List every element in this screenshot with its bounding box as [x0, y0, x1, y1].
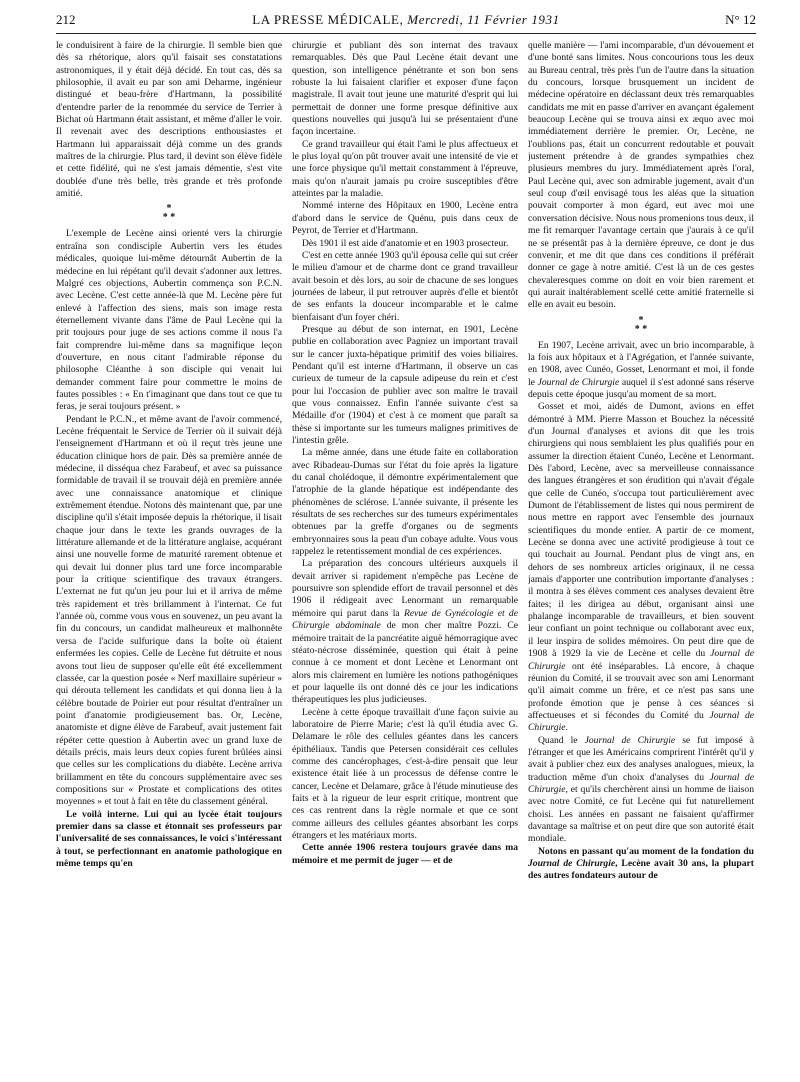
journal-title	[56, 12, 756, 28]
text-run: La préparation des concours ultérieurs auxquels il devait arriver si rapidement n'empêche pas Lecène de poursuivre son splendide effort de travail personnel et dès 1906 il rédigeait avec Lenormant un remarquable mémoire qui parut dans la	[292, 558, 518, 619]
journal-reference: Journal de Chirurgie	[528, 858, 616, 869]
paragraph: La même année, dans une étude faite en collaboration avec Ribadeau-Dumas sur l'état du foie après la ligature du canal cholédoque, il démontre expérimentalement que l'atrophie de la glande hépatique est indépendante des phénomènes de sclérose. L'année suivante, il présente les résultats de ses recherches sur des tumeurs expérimentales obtenues par la greffe d'organes ou de segments embryonnaires sous la peau d'un cobaye adulte. Vous vous rappelez le retentissement mondial de ces expériences.	[292, 447, 518, 558]
paragraph: Cette année 1906 restera toujours gravée dans ma mémoire et me permit de juger — et de	[292, 842, 518, 866]
section-separator	[528, 316, 754, 334]
journal-reference: Journal de Chirurgie	[528, 648, 754, 672]
paragraph: Pendant le P.C.N., et même avant de l'avoir commencé, Lecène fréquentait le Service de Terrier où il suivait déjà l'enseignement d'Hartmann et où il reçut très jeune une éducation clinique hors de pair. Dès sa première année de médecine, il disséqua chez Farabeuf, et avec sa puissance formidable de travail il se trouvait déjà en première année avec une connaissance anatomique et clinique extrêmement étendue. Notons dès maintenant que, par une discipline qu'il s'était imposée depuis la rhétorique, il lisait chaque jour dans le texte les grands ouvrages de la littérature allemande et de la littérature anglaise, acquérant ainsi une nouvelle forme de maturité rarement obtenue et qui devait lui donner plus tard une force incomparable pour la critique scientifique des travaux étrangers. L'externat ne fut qu'un jeu pour lui et il arriva de même très rapidement et très brillamment à l'internat. Ce fut l'année où, comme vous vous en souvenez, un peu avant la fin du concours, un candidat malheureux et malhonnête versa de l'acide sulfurique dans la boîte où étaient enfermées les copies. Celle de Lecène fut détruite et nous avons tout lieu de supposer qu'elle eût été excellemment classée, car la question posée « Nerf maxillaire supérieur » qui dérouta tellement les candidats et qui donna lieu à la célèbre boutade de Poirier eut pour résultat d'entraîner un point d'anatomie prodigieusement bas. Or, Lecène, anatomiste et digne élève de Farabeuf, avait justement fait répéter cette question à Aubertin avec un grand luxe de détails précis, mais leurs deux copies furent brûlées ainsi que celles sur les complications du diabète. Lecène arriva brillamment en tête du concours supplémentaire avec ses compositions sur « Prostate et complications des otites moyennes » et tout à fait en tête du classement général.	[56, 413, 282, 808]
asterism: * * *	[162, 203, 176, 224]
text-run: , et qu'ils cherchèrent ainsi un homme de liaison avec notre Comité, ce fut Lecène qui fut naturellement choisi. Les années en passant ne faisaient qu'affirmer davantage sa maîtrise et on peut dire que son autorité était mondiale.	[528, 783, 754, 845]
paragraph	[528, 340, 754, 402]
paragraph: Ce grand travailleur qui était l'ami le plus affectueux et le plus loyal qu'on pût trouver avait une intensité de vie et une force physique qu'il mettait constamment à l'épreuve, mais qu'on n'aurait jamais pu croire susceptibles d'être atteintes par la maladie.	[292, 138, 518, 200]
text-run: .	[565, 722, 568, 734]
text-run: auquel il s'est adonné sans réserve depuis cette époque jusqu'au moment de sa mort.	[528, 376, 754, 400]
section-separator	[56, 204, 282, 222]
text-column-2	[292, 40, 518, 1076]
paragraph	[292, 558, 518, 706]
text-run: ont été inséparables. Là encore, à chaque réunion du Comité, il se trouvait avec son ami Lenormant qu'il aimait comme un frère, et ce n'est pas sans une profonde émotion que je pense à ces séances si affectueuses et si fécondes du Comité du	[528, 660, 754, 721]
paragraph	[528, 735, 754, 846]
header-rule	[56, 33, 756, 34]
text-run: , Lecène avait 30 ans, la plupart des autres fondateurs autour de	[528, 858, 754, 882]
paragraph: C'est en cette année 1903 qu'il épousa celle qui sut créer le milieu d'amour et de charme dont ce grand travailleur avait besoin et dès lors, au soir de chacune de ses longues journées de labeur, il put retrouver auprès d'elle et bientôt de ses enfants la douceur incomparable et le calme bienfaisant d'un foyer chéri.	[292, 249, 518, 323]
journal-reference: Revue de Gynécologie et de Chirurgie abdominale	[292, 607, 518, 632]
journal-reference: Journal de Chirurgie	[537, 376, 620, 388]
paragraph: quelle manière — l'ami incomparable, d'un dévouement et d'une bonté sans limites. Nous concourions tous les deux au Bureau central, très près l'un de l'autre dans la situation du concours, lorsque brusquement un incident de médecine opératoire en déclassant deux très remarquables candidats me mit en passe d'arriver en avançant également beaucoup Lecène qui se trouva ainsi ex æquo avec moi immédiatement derrière le premier. Or, Lecène, ne l'oublions pas, était un concurrent redoutable et pouvait justement prétendre à de grandes sympathies chez plusieurs membres du jury. Immédiatement après l'oral, Paul Lecène qui, avec son admirable jugement, avait d'un seul coup d'œil envisagé tous les aléas que la situation pouvait comporter à mon égard, eut avec moi une conversation décisive. Nous nous promenions tous deux, il me fit remarquer l'avantage certain que j'aurais à ce qu'il ne se présentât pas à la dernière épreuve, ce dont je dus convenir, et me dit que dans ces conditions il préférait donner ce gage à notre amitié. C'est là un de ces gestes chevaleresques comme on doit en voir bien rarement et qui aurait inaltérablement scellé cette amitié fraternelle si elle en avait eu besoin.	[528, 40, 754, 311]
issue-date: Mercredi, 11 Février 1931	[407, 12, 560, 27]
text-run: de mon cher maître Pozzi. Ce mémoire traitait de la pancréatite aiguë hémorragique avec stéato-nécrose disséminée, question qui était à peine connue à ce moment et dont Lecène et Lenormant ont alors mis clairement en lumière les notions pathogéniques et pour laquelle ils ont donné dès ce jour les indications thérapeutiques les plus judicieuses.	[292, 620, 518, 706]
text-column-1	[56, 40, 282, 1076]
journal-reference: Journal de Chirurgie	[528, 771, 754, 795]
paragraph	[528, 401, 754, 734]
text-run: Notons en passant qu'au moment de la fondation du	[538, 845, 754, 857]
issue-number: N° 12	[725, 12, 756, 27]
paragraph	[528, 846, 754, 883]
text-column-3	[528, 40, 754, 1076]
paragraph: L'exemple de Lecène ainsi orienté vers la chirurgie entraîna son condisciple Aubertin vers les études médicales, quoique lui-même détournât Aubertin de la médecine en lui répétant qu'il devait s'adonner aux lettres. Malgré ces objections, Aubertin commença son P.C.N. avec Lecène. C'est cette année-là que M. Lecène père fut enlevé à l'affection des siens, mais son image resta éternellement vivante dans l'âme de Paul Lecène qui la prit toujours pour juge de ses actions comme il nous l'a fait comprendre lui-même dans sa magnifique leçon d'ouverture, en nous citant l'admirable réponse du philosophe Cléanthe à son disciple qui venait lui demander comment faire pour commettre le moins de fautes possibles : « En t'imaginant que dans tout ce que tu feras, je serai toujours présent. »	[56, 228, 282, 413]
paragraph: Dès 1901 il est aide d'anatomie et en 1903 prosecteur.	[302, 237, 509, 249]
journal-reference: Journal de Chirurgie	[584, 734, 676, 746]
text-run: Gosset et moi, aidés de Dumont, avions en effet démontré à MM. Pierre Masson et Bouchez la nécessité d'un Journal d'analyses et avions dit que les trois chirurgiens qui nous semblaient les plus qualifiés pour en assumer la direction étaient Cunéo, Lecène et Lenormant. Dès l'abord, Lecène, avec sa merveilleuse connaissance des langues étrangères et son érudition qui n'avait d'égale que celle de Cunéo, s'occupa tout particulièrement avec Dumont de l'établissement de listes qui nous permirent de nous mettre en rapport avec l'ensemble des journaux scientifiques du monde entier. A partir de ce moment, Lecène se donna avec une activité prodigieuse à tout ce qui touchait au Journal. Pendant plus de vingt ans, en dehors de ses nombreux articles originaux, il ne cessa jamais d'apporter une contribution importante d'analyses : il montra à ses élèves comment ces analyses devaient être faites; il les dirigea au début, organisant ainsi une phalange incomparable de travailleurs, et bien souvent leur confiant un point technique ou collaborant avec eux, il leur inspira de solides mémoires. On peut dire que de 1908 à 1929 la vie de Lecène et celle du	[528, 401, 754, 660]
text-run: Quand le	[538, 734, 585, 746]
paragraph: Presque au début de son internat, en 1901, Lecène publie en collaboration avec Pagniez un important travail sur le cancer juxta-hépatique primitif des voies biliaires. Pendant qu'il est interne d'Hartmann, il observe un cas curieux de tumeur de la capsule adipeuse du rein et c'est pour lui l'occasion de publier avec son maître le travail que vous connaissez. Enfin l'année suivante c'est sa Médaille d'or (1904) et c'est à ce moment que paraît sa thèse si importante sur les tumeurs malignes primitives de l'intestin grêle.	[292, 323, 518, 446]
asterism: * * *	[634, 314, 648, 335]
page-number: 212	[56, 12, 76, 27]
paragraph: Lecène à cette époque travaillait d'une façon suivie au laboratoire de Pierre Marie; c'est là qu'il étudia avec G. Delamare le rôle des cellules géantes dans les cancers épithéliaux. Tandis que Petersen considérait ces cellules comme des cancérophages, c'est-à-dire pensait que leur existence était liée à un processus de défense contre le cancer, Lecène et Delamare, grâce à l'étude minutieuse des faits et à la rigueur de leur esprit critique, montrent que ces cas rentrent dans la règle normale et que ce sont comme ailleurs des cellules géantes absorbant les corps étrangers et les matériaux morts.	[292, 706, 518, 841]
text-run: se fut imposé à l'étranger et que les Américains comprirent l'intérêt qu'il y avait à publier chez eux des analyses analogues, mieux, la traduction même d'un choix d'analyses du	[528, 734, 754, 783]
paragraph: Nommé interne des Hôpitaux en 1900, Lecène entra d'abord dans le service de Quénu, puis dans ceux de Peyrot, de Terrier et d'Hartmann.	[292, 200, 518, 237]
paragraph: le conduisirent à faire de la chirurgie. Il semble bien que dès sa rhétorique, alors qu'il faisait ses constatations astronomiques, il y était déjà décidé. En tout cas, dès sa philosophie, il avait eu par son ami Deharme, ingénieur distingué et beau-frère d'Hartmann, la possibilité d'entendre parler de la renommée du service de Terrier à Bichat où Hartmann était assistant, et même d'aller le voir. Il revenait avec des descriptions enthousiastes et Hartmann lui apparaissait déjà comme un des grands maîtres de la chirurgie. Plus tard, il devint son élève fidèle et cette fidélité, qui ne s'est jamais démentie, s'est vite doublée d'une très belle, très grande et très profonde amitié.	[56, 40, 282, 200]
journal-name: LA PRESSE MÉDICALE,	[252, 12, 404, 27]
paragraph: chirurgie et publiant dès son internat des travaux remarquables. Dès que Paul Lecène était devant une question, son intelligence pénétrante et son bon sens robuste la lui faisaient clarifier et exposer d'une façon magistrale. Il avait tout jeune une maturité d'esprit qui lui permettait de donner une forme presque définitive aux questions nouvelles qui jusqu'à lui se présentaient d'une façon incertaine.	[292, 40, 518, 138]
journal-reference: Journal de Chirurgie	[528, 709, 754, 734]
running-header	[56, 12, 756, 32]
text-run: En 1907, Lecène arrivait, avec un brio incomparable, à la fois aux hôpitaux et à l'Agrégation, et l'année suivante, en 1908, avec Cunéo, Gosset, Lenormant et moi, il fonde le	[528, 339, 754, 388]
paragraph: Le voilà interne. Lui qui au lycée était toujours premier dans sa classe et étonnait ses professeurs par l'universalité de ses connaissances, le voici s'intéressant à tout, se perfectionnant en anatomie pathologique en même temps qu'en	[56, 808, 282, 869]
